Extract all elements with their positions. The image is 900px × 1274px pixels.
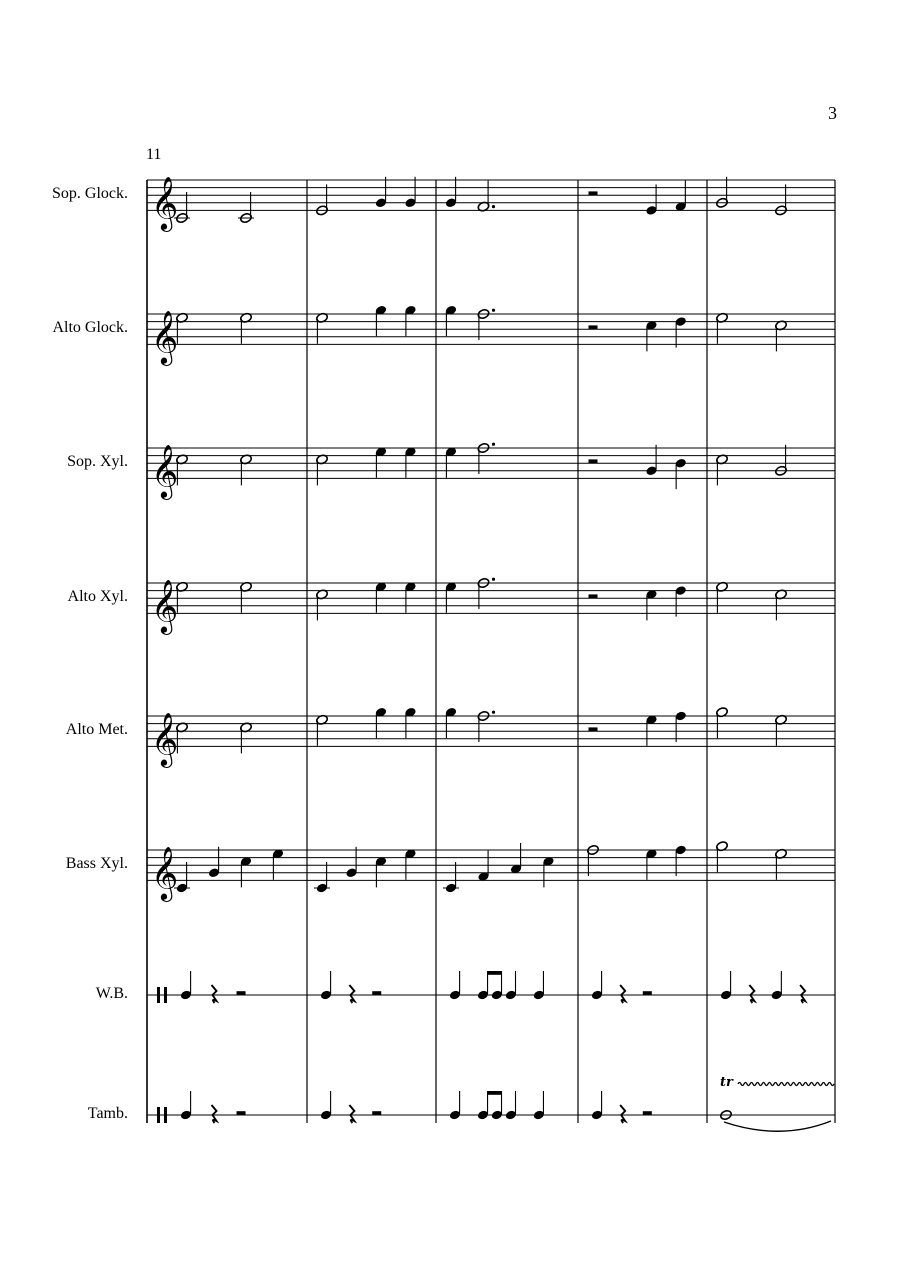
quarter-rest-icon <box>800 985 805 1003</box>
quarter-rest-icon <box>749 985 754 1003</box>
half-rest-icon <box>589 594 598 598</box>
half-rest-icon <box>372 1111 381 1115</box>
instrument-label-alto-met: Alto Met. <box>65 721 128 739</box>
treble-clef-icon: 𝄞 <box>151 443 179 498</box>
percussion-clef-icon <box>157 987 160 1003</box>
instrument-label-sop-glock: Sop. Glock. <box>52 185 128 203</box>
quarter-rest-icon <box>212 985 217 1003</box>
instrument-label-wood-block: W.B. <box>95 985 128 1002</box>
measure-number: 11 <box>146 146 162 163</box>
instrument-label-alto-glock: Alto Glock. <box>52 319 128 337</box>
augmentation-dot <box>492 443 495 446</box>
half-rest-icon <box>589 191 598 195</box>
treble-clef-icon: 𝄞 <box>151 309 179 364</box>
half-rest-icon <box>643 1111 652 1115</box>
half-rest-icon <box>589 727 598 731</box>
percussion-clef-icon <box>157 1107 160 1123</box>
augmentation-dot <box>492 578 495 581</box>
trill-wave <box>738 1083 834 1086</box>
treble-clef-icon: 𝄞 <box>151 845 179 900</box>
treble-clef-icon: 𝄞 <box>151 578 179 633</box>
half-rest-icon <box>589 459 598 463</box>
half-rest-icon <box>237 991 246 995</box>
half-rest-icon <box>372 991 381 995</box>
augmentation-dot <box>492 309 495 312</box>
quarter-rest-icon <box>349 985 354 1003</box>
half-rest-icon <box>643 991 652 995</box>
half-rest-icon <box>237 1111 246 1115</box>
percussion-clef-icon <box>164 1107 167 1123</box>
augmentation-dot <box>492 205 495 208</box>
quarter-rest-icon <box>349 1105 354 1123</box>
page-number: 3 <box>828 103 837 123</box>
tie-arc <box>724 1121 831 1131</box>
instrument-label-sop-xyl: Sop. Xyl. <box>67 453 128 471</box>
half-rest-icon <box>589 325 598 329</box>
quarter-rest-icon <box>620 1105 625 1123</box>
instrument-label-tambourine: Tamb. <box>87 1105 128 1122</box>
instrument-label-alto-xyl: Alto Xyl. <box>67 588 128 606</box>
instrument-label-bass-xyl: Bass Xyl. <box>65 855 128 873</box>
note-beam <box>488 1091 502 1095</box>
quarter-rest-icon <box>212 1105 217 1123</box>
treble-clef-icon: 𝄞 <box>151 711 179 766</box>
treble-clef-icon: 𝄞 <box>151 175 179 230</box>
augmentation-dot <box>492 711 495 714</box>
quarter-rest-icon <box>620 985 625 1003</box>
note-beam <box>488 971 502 975</box>
percussion-clef-icon <box>164 987 167 1003</box>
trill-mark: tr <box>720 1075 733 1090</box>
